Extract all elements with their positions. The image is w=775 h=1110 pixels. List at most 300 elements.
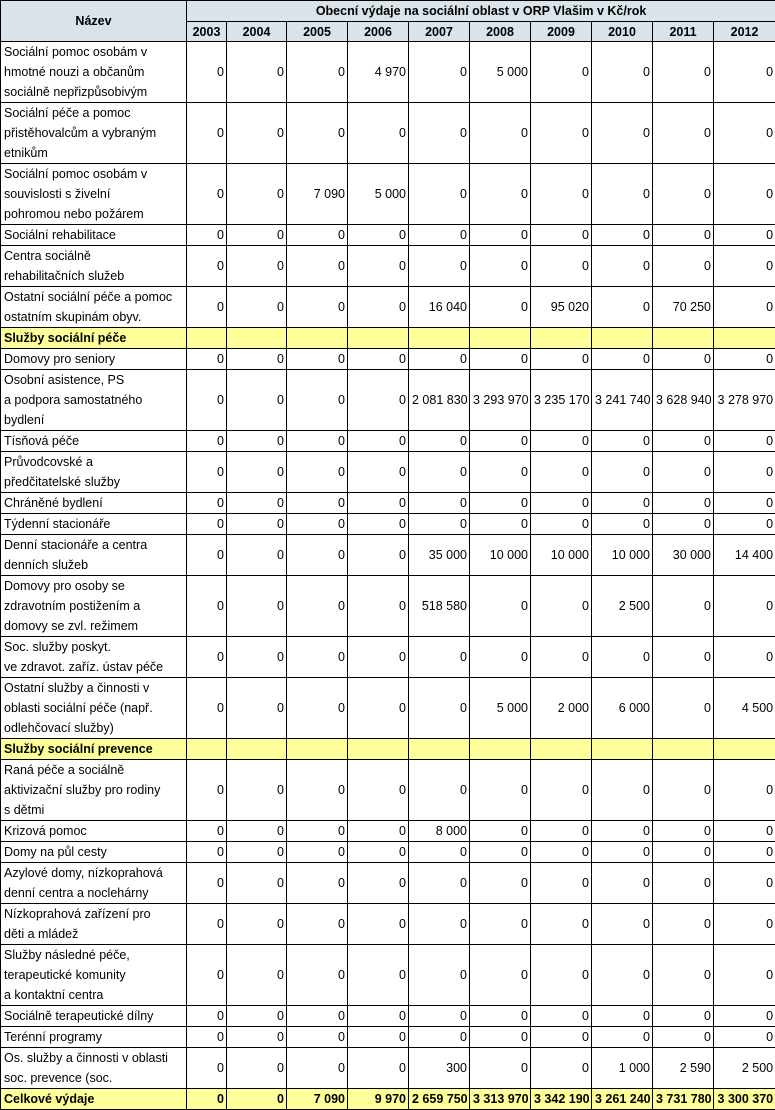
table-row bbox=[1, 370, 775, 431]
value-cell: 0 bbox=[592, 637, 653, 678]
value-cell: 0 bbox=[187, 287, 227, 328]
value-cell: 0 bbox=[187, 637, 227, 678]
value-cell: 0 bbox=[531, 431, 592, 452]
value-cell: 0 bbox=[348, 945, 409, 1006]
value-cell: 0 bbox=[470, 904, 531, 945]
value-cell: 0 bbox=[409, 842, 470, 863]
table-body bbox=[1, 42, 775, 1110]
value-cell: 0 bbox=[470, 225, 531, 246]
value-cell: 2 000 bbox=[531, 678, 592, 739]
value-cell: 0 bbox=[714, 493, 775, 514]
value-cell: 0 bbox=[470, 576, 531, 637]
value-cell: 0 bbox=[714, 821, 775, 842]
section-empty-cell bbox=[348, 739, 409, 760]
value-cell: 0 bbox=[714, 842, 775, 863]
section-empty-cell bbox=[187, 739, 227, 760]
value-cell: 0 bbox=[348, 514, 409, 535]
value-cell: 3 628 940 bbox=[653, 370, 714, 431]
value-cell: 0 bbox=[653, 431, 714, 452]
value-cell: 0 bbox=[187, 103, 227, 164]
value-cell: 0 bbox=[470, 945, 531, 1006]
value-cell: 0 bbox=[348, 370, 409, 431]
value-cell: 0 bbox=[592, 904, 653, 945]
value-cell: 0 bbox=[227, 842, 287, 863]
value-cell: 0 bbox=[187, 452, 227, 493]
value-cell: 0 bbox=[227, 535, 287, 576]
year-header: 2005 bbox=[287, 22, 348, 42]
value-cell: 3 278 970 bbox=[714, 370, 775, 431]
year-header: 2008 bbox=[470, 22, 531, 42]
value-cell: 0 bbox=[714, 1006, 775, 1027]
value-cell: 0 bbox=[653, 904, 714, 945]
value-cell: 0 bbox=[714, 452, 775, 493]
row-label: Domovy pro seniory bbox=[1, 349, 187, 370]
table-row bbox=[1, 637, 775, 678]
section-empty-cell bbox=[714, 328, 775, 349]
value-cell: 0 bbox=[227, 945, 287, 1006]
row-label: Týdenní stacionáře bbox=[1, 514, 187, 535]
row-label: Nízkoprahová zařízení pro děti a mládež bbox=[1, 904, 187, 945]
row-label: Chráněné bydlení bbox=[1, 493, 187, 514]
table-row bbox=[1, 904, 775, 945]
value-cell: 0 bbox=[227, 821, 287, 842]
value-cell: 0 bbox=[227, 1006, 287, 1027]
row-label: Azylové domy, nízkoprahová denní centra a noclehárny bbox=[1, 863, 187, 904]
value-cell: 0 bbox=[287, 821, 348, 842]
table-row bbox=[1, 863, 775, 904]
table-row bbox=[1, 1027, 775, 1048]
value-cell: 0 bbox=[187, 1027, 227, 1048]
value-cell: 0 bbox=[187, 821, 227, 842]
value-cell: 0 bbox=[470, 821, 531, 842]
value-cell: 0 bbox=[531, 904, 592, 945]
value-cell: 0 bbox=[714, 760, 775, 821]
value-cell: 0 bbox=[348, 431, 409, 452]
section-label: Služby sociální péče bbox=[1, 328, 187, 349]
value-cell: 0 bbox=[287, 431, 348, 452]
value-cell: 0 bbox=[227, 431, 287, 452]
value-cell: 0 bbox=[187, 576, 227, 637]
row-label: Ostatní sociální péče a pomoc ostatním skupinám obyv. bbox=[1, 287, 187, 328]
value-cell: 3 731 780 bbox=[653, 1089, 714, 1110]
table-row bbox=[1, 493, 775, 514]
year-header: 2007 bbox=[409, 22, 470, 42]
section-empty-cell bbox=[470, 328, 531, 349]
value-cell: 0 bbox=[653, 225, 714, 246]
value-cell: 0 bbox=[653, 514, 714, 535]
value-cell: 0 bbox=[409, 225, 470, 246]
value-cell: 0 bbox=[653, 637, 714, 678]
value-cell: 0 bbox=[470, 164, 531, 225]
section-empty-cell bbox=[348, 328, 409, 349]
value-cell: 0 bbox=[653, 842, 714, 863]
value-cell: 0 bbox=[409, 637, 470, 678]
value-cell: 2 590 bbox=[653, 1048, 714, 1089]
value-cell: 0 bbox=[409, 1006, 470, 1027]
table-row bbox=[1, 1006, 775, 1027]
value-cell: 0 bbox=[227, 678, 287, 739]
value-cell: 0 bbox=[187, 514, 227, 535]
value-cell: 10 000 bbox=[592, 535, 653, 576]
row-label: Tísňová péče bbox=[1, 431, 187, 452]
year-header: 2012 bbox=[714, 22, 775, 42]
value-cell: 0 bbox=[531, 452, 592, 493]
table-row bbox=[1, 42, 775, 103]
value-cell: 0 bbox=[409, 678, 470, 739]
section-empty-cell bbox=[714, 739, 775, 760]
value-cell: 0 bbox=[592, 164, 653, 225]
value-cell: 16 040 bbox=[409, 287, 470, 328]
value-cell: 0 bbox=[470, 1027, 531, 1048]
value-cell: 8 000 bbox=[409, 821, 470, 842]
value-cell: 0 bbox=[227, 1048, 287, 1089]
value-cell: 0 bbox=[592, 821, 653, 842]
value-cell: 0 bbox=[348, 246, 409, 287]
value-cell: 3 235 170 bbox=[531, 370, 592, 431]
year-header: 2011 bbox=[653, 22, 714, 42]
value-cell: 0 bbox=[470, 431, 531, 452]
value-cell: 0 bbox=[592, 246, 653, 287]
row-label: Denní stacionáře a centra denních služeb bbox=[1, 535, 187, 576]
section-empty-cell bbox=[470, 739, 531, 760]
row-label: Raná péče a sociálně aktivizační služby pro rodiny s dětmi bbox=[1, 760, 187, 821]
value-cell: 14 400 bbox=[714, 535, 775, 576]
row-label: Průvodcovské a předčitatelské služby bbox=[1, 452, 187, 493]
total-row bbox=[1, 1089, 775, 1110]
value-cell: 0 bbox=[470, 246, 531, 287]
value-cell: 0 bbox=[287, 535, 348, 576]
value-cell: 0 bbox=[287, 637, 348, 678]
value-cell: 0 bbox=[287, 1027, 348, 1048]
value-cell: 2 081 830 bbox=[409, 370, 470, 431]
value-cell: 0 bbox=[653, 760, 714, 821]
value-cell: 0 bbox=[287, 103, 348, 164]
year-header: 2003 bbox=[187, 22, 227, 42]
value-cell: 0 bbox=[653, 576, 714, 637]
value-cell: 0 bbox=[714, 42, 775, 103]
value-cell: 0 bbox=[409, 42, 470, 103]
value-cell: 3 300 370 bbox=[714, 1089, 775, 1110]
value-cell: 0 bbox=[187, 164, 227, 225]
value-cell: 10 000 bbox=[470, 535, 531, 576]
value-cell: 0 bbox=[592, 863, 653, 904]
value-cell: 0 bbox=[227, 164, 287, 225]
value-cell: 0 bbox=[470, 452, 531, 493]
value-cell: 0 bbox=[348, 842, 409, 863]
value-cell: 0 bbox=[187, 760, 227, 821]
row-label: Sociální pomoc osobám v hmotné nouzi a občanům sociálně nepřizpůsobivým bbox=[1, 42, 187, 103]
value-cell: 0 bbox=[531, 842, 592, 863]
value-cell: 0 bbox=[531, 42, 592, 103]
value-cell: 0 bbox=[348, 493, 409, 514]
value-cell: 0 bbox=[592, 349, 653, 370]
value-cell: 0 bbox=[187, 1006, 227, 1027]
value-cell: 0 bbox=[348, 287, 409, 328]
value-cell: 0 bbox=[409, 904, 470, 945]
value-cell: 0 bbox=[348, 863, 409, 904]
table-row bbox=[1, 287, 775, 328]
value-cell: 95 020 bbox=[531, 287, 592, 328]
value-cell: 3 313 970 bbox=[470, 1089, 531, 1110]
value-cell: 5 000 bbox=[470, 678, 531, 739]
value-cell: 0 bbox=[227, 287, 287, 328]
value-cell: 10 000 bbox=[531, 535, 592, 576]
value-cell: 0 bbox=[227, 493, 287, 514]
value-cell: 0 bbox=[348, 821, 409, 842]
value-cell: 0 bbox=[592, 431, 653, 452]
value-cell: 0 bbox=[592, 225, 653, 246]
value-cell: 0 bbox=[187, 370, 227, 431]
value-cell: 0 bbox=[287, 246, 348, 287]
value-cell: 0 bbox=[287, 945, 348, 1006]
value-cell: 0 bbox=[714, 103, 775, 164]
value-cell: 5 000 bbox=[470, 42, 531, 103]
value-cell: 0 bbox=[714, 945, 775, 1006]
value-cell: 0 bbox=[653, 1027, 714, 1048]
value-cell: 4 970 bbox=[348, 42, 409, 103]
value-cell: 0 bbox=[531, 349, 592, 370]
row-label: Domy na půl cesty bbox=[1, 842, 187, 863]
value-cell: 0 bbox=[348, 1048, 409, 1089]
value-cell: 0 bbox=[470, 1048, 531, 1089]
value-cell: 0 bbox=[714, 164, 775, 225]
value-cell: 0 bbox=[653, 164, 714, 225]
total-label: Celkové výdaje bbox=[1, 1089, 187, 1110]
year-header: 2004 bbox=[227, 22, 287, 42]
value-cell: 0 bbox=[714, 863, 775, 904]
value-cell: 0 bbox=[592, 945, 653, 1006]
value-cell: 3 293 970 bbox=[470, 370, 531, 431]
value-cell: 0 bbox=[227, 370, 287, 431]
section-empty-cell bbox=[531, 328, 592, 349]
value-cell: 0 bbox=[187, 863, 227, 904]
row-label: Sociální péče a pomoc přistěhovalcům a vybraným etnikům bbox=[1, 103, 187, 164]
row-label: Sociální pomoc osobám v souvislosti s živelní pohromou nebo požárem bbox=[1, 164, 187, 225]
year-header: 2009 bbox=[531, 22, 592, 42]
value-cell: 0 bbox=[348, 1027, 409, 1048]
value-cell: 0 bbox=[592, 1027, 653, 1048]
value-cell: 0 bbox=[287, 1048, 348, 1089]
value-cell: 0 bbox=[531, 493, 592, 514]
table-row bbox=[1, 760, 775, 821]
value-cell: 0 bbox=[592, 103, 653, 164]
value-cell: 7 090 bbox=[287, 164, 348, 225]
value-cell: 0 bbox=[348, 904, 409, 945]
value-cell: 0 bbox=[531, 514, 592, 535]
value-cell: 0 bbox=[409, 452, 470, 493]
value-cell: 0 bbox=[470, 637, 531, 678]
value-cell: 0 bbox=[187, 678, 227, 739]
value-cell: 0 bbox=[592, 842, 653, 863]
value-cell: 0 bbox=[714, 904, 775, 945]
value-cell: 30 000 bbox=[653, 535, 714, 576]
value-cell: 0 bbox=[348, 535, 409, 576]
value-cell: 0 bbox=[653, 452, 714, 493]
table-row bbox=[1, 576, 775, 637]
value-cell: 0 bbox=[653, 678, 714, 739]
value-cell: 0 bbox=[714, 287, 775, 328]
value-cell: 0 bbox=[592, 1006, 653, 1027]
value-cell: 0 bbox=[470, 863, 531, 904]
value-cell: 9 970 bbox=[348, 1089, 409, 1110]
value-cell: 0 bbox=[409, 431, 470, 452]
value-cell: 0 bbox=[653, 493, 714, 514]
value-cell: 0 bbox=[187, 1048, 227, 1089]
table-row bbox=[1, 535, 775, 576]
value-cell: 0 bbox=[592, 452, 653, 493]
value-cell: 0 bbox=[287, 576, 348, 637]
value-cell: 0 bbox=[187, 945, 227, 1006]
value-cell: 0 bbox=[653, 863, 714, 904]
value-cell: 0 bbox=[227, 576, 287, 637]
value-cell: 0 bbox=[227, 863, 287, 904]
value-cell: 0 bbox=[287, 287, 348, 328]
value-cell: 0 bbox=[227, 452, 287, 493]
section-empty-cell bbox=[287, 739, 348, 760]
value-cell: 0 bbox=[409, 514, 470, 535]
value-cell: 2 659 750 bbox=[409, 1089, 470, 1110]
value-cell: 0 bbox=[531, 1027, 592, 1048]
value-cell: 0 bbox=[287, 842, 348, 863]
value-cell: 0 bbox=[348, 576, 409, 637]
section-empty-cell bbox=[592, 328, 653, 349]
table-row bbox=[1, 431, 775, 452]
year-header: 2006 bbox=[348, 22, 409, 42]
value-cell: 0 bbox=[409, 164, 470, 225]
table-row bbox=[1, 246, 775, 287]
value-cell: 0 bbox=[187, 225, 227, 246]
value-cell: 35 000 bbox=[409, 535, 470, 576]
value-cell: 0 bbox=[409, 103, 470, 164]
value-cell: 0 bbox=[227, 760, 287, 821]
value-cell: 0 bbox=[470, 760, 531, 821]
value-cell: 0 bbox=[531, 821, 592, 842]
table-row bbox=[1, 349, 775, 370]
value-cell: 0 bbox=[187, 349, 227, 370]
value-cell: 0 bbox=[187, 42, 227, 103]
table-row bbox=[1, 103, 775, 164]
row-label: Terénní programy bbox=[1, 1027, 187, 1048]
table-row bbox=[1, 514, 775, 535]
value-cell: 0 bbox=[409, 1027, 470, 1048]
section-empty-cell bbox=[409, 328, 470, 349]
value-cell: 3 241 740 bbox=[592, 370, 653, 431]
value-cell: 5 000 bbox=[348, 164, 409, 225]
value-cell: 0 bbox=[348, 637, 409, 678]
value-cell: 0 bbox=[714, 576, 775, 637]
section-row bbox=[1, 739, 775, 760]
section-empty-cell bbox=[227, 328, 287, 349]
value-cell: 0 bbox=[714, 349, 775, 370]
section-empty-cell bbox=[187, 328, 227, 349]
value-cell: 0 bbox=[470, 493, 531, 514]
value-cell: 7 090 bbox=[287, 1089, 348, 1110]
value-cell: 0 bbox=[409, 493, 470, 514]
value-cell: 0 bbox=[470, 349, 531, 370]
value-cell: 0 bbox=[287, 760, 348, 821]
row-label: Služby následné péče, terapeutické komunity a kontaktní centra bbox=[1, 945, 187, 1006]
section-label: Služby sociální prevence bbox=[1, 739, 187, 760]
value-cell: 0 bbox=[653, 103, 714, 164]
value-cell: 0 bbox=[409, 863, 470, 904]
value-cell: 0 bbox=[187, 904, 227, 945]
table-row bbox=[1, 1048, 775, 1089]
value-cell: 0 bbox=[653, 821, 714, 842]
row-label: Soc. služby poskyt. ve zdravot. zaříz. ústav péče bbox=[1, 637, 187, 678]
table-header bbox=[1, 1, 775, 42]
value-cell: 0 bbox=[409, 246, 470, 287]
value-cell: 0 bbox=[653, 246, 714, 287]
value-cell: 0 bbox=[227, 1027, 287, 1048]
value-cell: 2 500 bbox=[714, 1048, 775, 1089]
table-row bbox=[1, 842, 775, 863]
value-cell: 300 bbox=[409, 1048, 470, 1089]
value-cell: 0 bbox=[227, 1089, 287, 1110]
value-cell: 70 250 bbox=[653, 287, 714, 328]
value-cell: 0 bbox=[714, 1027, 775, 1048]
table-row bbox=[1, 225, 775, 246]
section-empty-cell bbox=[653, 739, 714, 760]
value-cell: 0 bbox=[227, 637, 287, 678]
value-cell: 0 bbox=[187, 493, 227, 514]
row-label: Ostatní služby a činnosti v oblasti sociální péče (např. odlehčovací služby) bbox=[1, 678, 187, 739]
row-label: Osobní asistence, PS a podpora samostatného bydlení bbox=[1, 370, 187, 431]
value-cell: 0 bbox=[531, 760, 592, 821]
value-cell: 0 bbox=[653, 42, 714, 103]
value-cell: 4 500 bbox=[714, 678, 775, 739]
value-cell: 0 bbox=[227, 225, 287, 246]
value-cell: 0 bbox=[409, 945, 470, 1006]
value-cell: 0 bbox=[187, 535, 227, 576]
value-cell: 0 bbox=[287, 370, 348, 431]
value-cell: 0 bbox=[409, 760, 470, 821]
value-cell: 0 bbox=[531, 225, 592, 246]
value-cell: 0 bbox=[348, 452, 409, 493]
row-label: Sociální rehabilitace bbox=[1, 225, 187, 246]
value-cell: 0 bbox=[470, 287, 531, 328]
value-cell: 0 bbox=[653, 349, 714, 370]
row-label: Os. služby a činnosti v oblasti soc. prevence (soc. bbox=[1, 1048, 187, 1089]
value-cell: 0 bbox=[348, 349, 409, 370]
section-empty-cell bbox=[409, 739, 470, 760]
value-cell: 3 261 240 bbox=[592, 1089, 653, 1110]
value-cell: 0 bbox=[187, 1089, 227, 1110]
value-cell: 0 bbox=[592, 760, 653, 821]
value-cell: 0 bbox=[287, 452, 348, 493]
value-cell: 0 bbox=[592, 287, 653, 328]
value-cell: 0 bbox=[287, 42, 348, 103]
value-cell: 0 bbox=[592, 493, 653, 514]
value-cell: 0 bbox=[531, 164, 592, 225]
table-row bbox=[1, 821, 775, 842]
value-cell: 3 342 190 bbox=[531, 1089, 592, 1110]
value-cell: 2 500 bbox=[592, 576, 653, 637]
table-row bbox=[1, 164, 775, 225]
value-cell: 0 bbox=[531, 1048, 592, 1089]
section-empty-cell bbox=[653, 328, 714, 349]
value-cell: 0 bbox=[531, 945, 592, 1006]
value-cell: 0 bbox=[287, 904, 348, 945]
row-label: Centra sociálně rehabilitačních služeb bbox=[1, 246, 187, 287]
value-cell: 0 bbox=[714, 431, 775, 452]
value-cell: 0 bbox=[287, 514, 348, 535]
value-cell: 0 bbox=[531, 576, 592, 637]
value-cell: 0 bbox=[470, 1006, 531, 1027]
row-label: Domovy pro osoby se zdravotním postižením a domovy se zvl. režimem bbox=[1, 576, 187, 637]
value-cell: 0 bbox=[714, 514, 775, 535]
value-cell: 0 bbox=[592, 514, 653, 535]
value-cell: 0 bbox=[531, 863, 592, 904]
